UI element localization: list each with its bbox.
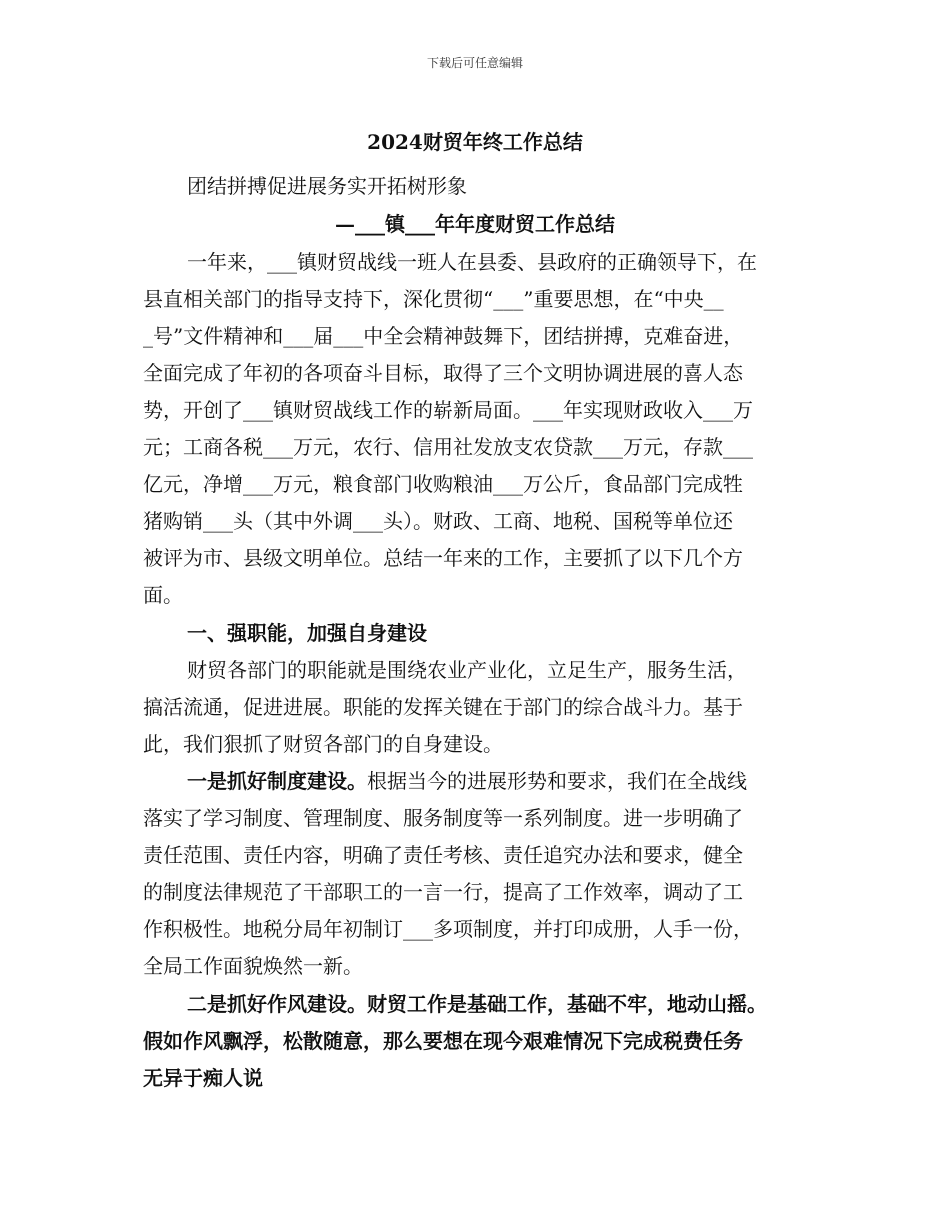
paragraph-line: 全面完成了年初的各项奋斗目标，取得了三个文明协调进展的喜人态 [143, 361, 743, 385]
paragraph-line: 责任范围、责任内容，明确了责任考核、责任追究办法和要求，健全 [143, 843, 743, 867]
document-title: 2024财贸年终工作总结 [367, 130, 583, 154]
paragraph-line: 势，开创了___镇财贸战线工作的崭新局面。___年实现财政收入___万 [143, 398, 753, 422]
paragraph-line: 全局工作面貌焕然一新。 [143, 954, 363, 978]
paragraph-line: 搞活流通，促进进展。职能的发挥关键在于部门的综合战斗力。基于 [143, 695, 743, 719]
paragraph-line: 作积极性。地税分局年初制订___多项制度，并打印成册，人手一份， [143, 917, 753, 941]
paragraph-line: 的制度法律规范了干部职工的一言一行，提高了工作效率，调动了工 [143, 880, 743, 904]
paragraph-line: 猪购销___头（其中外调___头）。财政、工商、地税、国税等单位还 [143, 509, 733, 533]
paragraph-line [187, 767, 747, 795]
paragraph-line: _号”文件精神和___届___中全会精神鼓舞下，团结拼搏，克难奋进， [143, 324, 744, 348]
paragraph-line-bold: 无异于痴人说 [143, 1066, 263, 1090]
paragraph-line: 县直相关部门的指导支持下，深化贯彻“___”重要思想，在“中央__ [143, 287, 724, 311]
paragraph-line: 亿元，净增___万元，粮食部门收购粮油___万公斤，食品部门完成牲 [143, 472, 743, 496]
report-heading: —___镇___年年度财贸工作总结 [335, 212, 615, 236]
section-heading: 一、强职能，加强自身建设 [187, 621, 427, 645]
paragraph-line: 财贸各部门的职能就是围绕农业产业化，立足生产，服务生活， [187, 658, 747, 682]
paragraph-line: 被评为市、县级文明单位。总结一年来的工作，主要抓了以下几个方 [143, 546, 743, 570]
page-header: 下载后可任意编辑 [426, 56, 523, 70]
paragraph-line: 此，我们狠抓了财贸各部门的自身建设。 [143, 732, 503, 756]
paragraph-line: 元；工商各税___万元，农行、信用社发放支农贷款___万元，存款___ [143, 435, 753, 459]
item-lead-bold: 一是抓好制度建设。 [187, 769, 367, 793]
paragraph-line: 一年来，___镇财贸战线一班人在县委、县政府的正确领导下，在 [187, 250, 757, 274]
paragraph-line: 落实了学习制度、管理制度、服务制度等一系列制度。进一步明确了 [143, 806, 743, 830]
item-text: 根据当今的进展形势和要求，我们在全战线 [367, 769, 747, 793]
paragraph-line-bold: 二是抓好作风建设。财贸工作是基础工作，基础不牢，地动山摇。 [187, 992, 767, 1016]
paragraph-line-bold: 假如作风飘浮，松散随意，那么要想在现今艰难情况下完成税费任务 [143, 1029, 743, 1053]
paragraph-line: 面。 [143, 583, 183, 607]
subtitle: 团结拼搏促进展务实开拓树形象 [187, 174, 467, 198]
